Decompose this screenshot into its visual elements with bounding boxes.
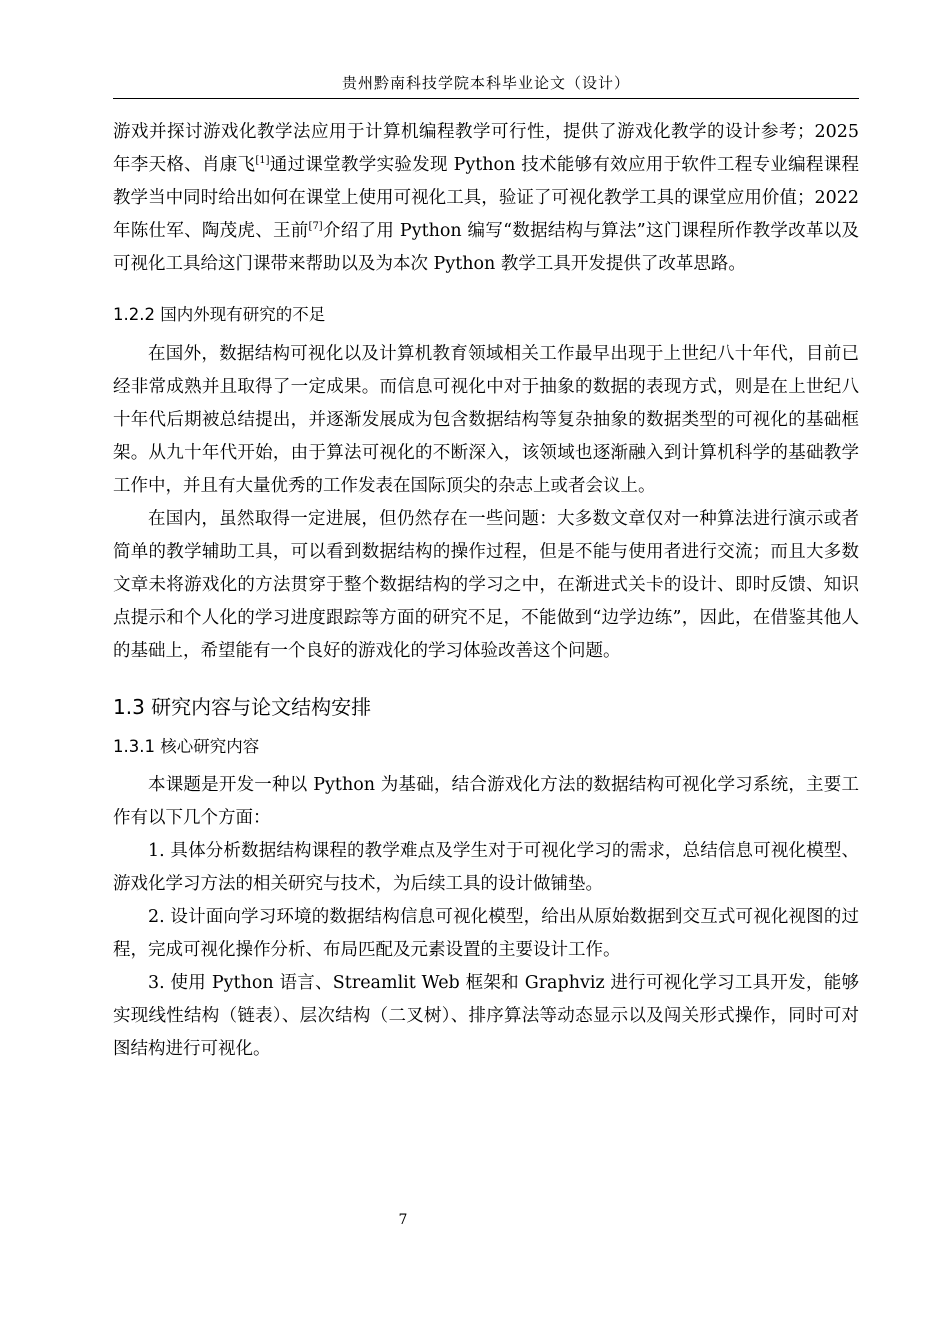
body-paragraph: 在国外，数据结构可视化以及计算机教育领域相关工作最早出现于上世纪八十年代，目前已经非常成熟并且取得了一定成果。而信息可视化中对于抽象的数据的表现方式，则是在上世纪八十年代后期被总结提出，并逐渐发展成为包含数据结构等复杂抽象的数据类型的可视化的基础框架。从九十年代开始，由于算法可视化的不断深入，该领域也逐渐融入到计算机科学的基础教学工作中，并且有大量优秀的工作发表在国际顶尖的杂志上或者会议上。 — [113, 344, 859, 496]
paragraph-text: 通过课堂教学实验发现 Python 技术能够有效应用于软件工程专业编程课程教学当中同时给出如何在课堂上使用可视化工具，验证了可视化教学工具的课堂应用价值；2022 年陈仕军、陶茂虎、王前 — [113, 155, 859, 241]
citation-ref: [7] — [308, 221, 323, 232]
page-body — [113, 116, 859, 1066]
paragraph-text: 介绍了用 Python 编写“数据结构与算法”这门课程所作教学改革以及可视化工具给这门课带来帮助以及为本次 Python 教学工具开发提供了改革思路。 — [113, 221, 860, 274]
body-paragraph-continued — [113, 116, 859, 281]
list-item: 2. 设计面向学习环境的数据结构信息可视化模型，给出从原始数据到交互式可视化视图的过程，完成可视化操作分析、布局匹配及元素设置的主要设计工作。 — [113, 907, 859, 960]
citation-ref: [1] — [255, 155, 270, 166]
section-heading-1-2-2: 1.2.2 国内外现有研究的不足 — [113, 305, 326, 324]
body-paragraph: 在国内，虽然取得一定进展，但仍然存在一些问题：大多数文章仅对一种算法进行演示或者简单的教学辅助工具，可以看到数据结构的操作过程，但是不能与使用者进行交流；而且大多数文章未将游戏化的方法贯穿于整个数据结构的学习之中，在渐进式关卡的设计、即时反馈、知识点提示和个人化的学习进度跟踪等方面的研究不足，不能做到“边学边练”，因此，在借鉴其他人的基础上，希望能有一个良好的游戏化的学习体验改善这个问题。 — [113, 509, 859, 661]
list-item: 1. 具体分析数据结构课程的教学难点及学生对于可视化学习的需求，总结信息可视化模型、游戏化学习方法的相关研究与技术，为后续工具的设计做铺垫。 — [113, 841, 859, 894]
section-heading-1-3: 1.3 研究内容与论文结构安排 — [113, 695, 372, 719]
header-rule — [113, 98, 859, 99]
page-number: 7 — [398, 1212, 408, 1228]
list-item: 3. 使用 Python 语言、Streamlit Web 框架和 Graphviz 进行可视化学习工具开发，能够实现线性结构（链表）、层次结构（二叉树）、排序算法等动态显示以及闯关形式操作，同时可对图结构进行可视化。 — [113, 973, 859, 1059]
body-paragraph: 本课题是开发一种以 Python 为基础，结合游戏化方法的数据结构可视化学习系统，主要工作有以下几个方面： — [113, 775, 859, 828]
running-header: 贵州黔南科技学院本科毕业论文（设计） — [341, 74, 630, 92]
paragraph-text: 游戏并探讨游戏化教学法应用于计算机编程教学可行性，提供了游戏化教学的设计参考；2025 年李天格、肖康飞 — [113, 122, 859, 175]
section-heading-1-3-1: 1.3.1 核心研究内容 — [113, 737, 260, 756]
